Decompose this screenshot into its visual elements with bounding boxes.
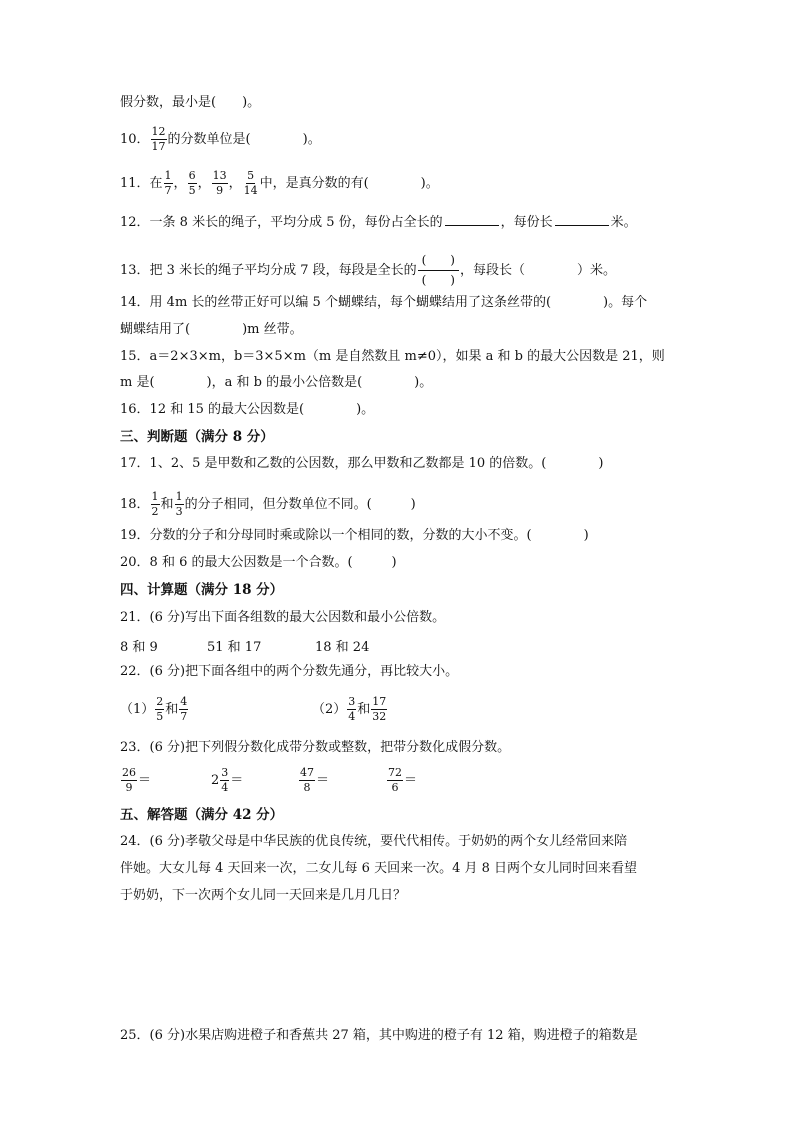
question-19: 19．分数的分子和分母同时乘或除以一个相同的数，分数的大小不变。( ) <box>120 528 589 543</box>
question-15-line-1: 15．a＝2×3×m，b＝3×5×m（m 是自然数且 m≠0），如果 a 和 b 的最大公因数是 21，则 <box>120 349 665 364</box>
question-14-line-1: 14．用 4m 长的丝带正好可以编 5 个蝴蝶结，每个蝴蝶结用了这条丝带的( )。每个 <box>120 295 648 310</box>
q22-part-2: （2） $\frac{3}{4}$ 和 $\frac{17}{32}$ <box>312 695 387 723</box>
fraction-2-5: $\frac{2}{5}$ <box>156 695 164 723</box>
fraction-6-5: $\frac{6}{5}$ <box>188 169 196 197</box>
fraction-13-9: $\frac{13}{9}$ <box>212 169 227 197</box>
answer-blank-2[interactable] <box>555 213 609 226</box>
fraction-4-7: $\frac{4}{7}$ <box>180 695 188 723</box>
fraction-1-2: $\frac{1}{2}$ <box>151 490 159 518</box>
question-12: 12．一条 8 米长的绳子，平均分成 5 份，每份占全长的 ，每份长 米。 <box>120 215 637 230</box>
fraction-17-32: $\frac{17}{32}$ <box>372 695 387 723</box>
section-3-heading: 三、判断题（满分 8 分） <box>120 429 274 445</box>
q22-part-1: （1） $\frac{2}{5}$ 和 $\frac{4}{7}$ <box>120 695 188 723</box>
q23-item-4: $\frac{72}{6}$ ＝ <box>388 766 418 794</box>
fraction-3-4: $\frac{3}{4}$ <box>348 695 356 723</box>
question-18: 18． $\frac{1}{2}$ 和 $\frac{1}{3}$ 的分子相同，但分数单位不同。( ) <box>120 490 416 518</box>
fraction-47-8: $\frac{47}{8}$ <box>300 766 314 794</box>
question-22: 22．(6 分)把下面各组中的两个分数先通分，再比较大小。 <box>120 664 459 679</box>
question-23: 23．(6 分)把下列假分数化成带分数或整数，把带分数化成假分数。 <box>120 740 511 755</box>
answer-blank-1[interactable] <box>445 213 499 226</box>
question-16: 16．12 和 15 的最大公因数是( )。 <box>120 402 375 417</box>
fraction-26-9: $\frac{26}{9}$ <box>122 766 136 794</box>
fraction-3-4-mixed: $\frac{3}{4}$ <box>221 766 229 794</box>
q21-item-3: 18 和 24 <box>315 640 370 655</box>
section-4-heading: 四、计算题（满分 18 分） <box>120 582 284 598</box>
question-17: 17．1、2、5 是甲数和乙数的公因数，那么甲数和乙数都是 10 的倍数。( ) <box>120 456 604 471</box>
question-13: 13．把 3 米长的绳子平均分成 7 段，每段是全长的 ( ) ( ) ，每段长（ ）米。 <box>120 253 617 287</box>
question-10: 10． $\frac{12}{17}$ 的分数单位是( )。 <box>120 125 321 153</box>
fraction-1-3: $\frac{1}{3}$ <box>175 490 183 518</box>
section-5-heading: 五、解答题（满分 42 分） <box>120 807 284 823</box>
question-24-line-3: 于奶奶，下一次两个女儿同一天回来是几月几日？ <box>120 888 407 903</box>
fraction-5-14: $\frac{5}{14}$ <box>243 169 258 197</box>
answer-fraction-blank[interactable]: ( ) ( ) <box>418 252 459 289</box>
question-15-line-2: m 是( )，a 和 b 的最小公倍数是( )。 <box>120 375 433 390</box>
question-24-line-2: 伴她。大女儿每 4 天回来一次，二女儿每 6 天回来一次。4 月 8 日两个女儿同时回来看望 <box>120 861 638 876</box>
question-9-continued: 假分数，最小是( )。 <box>120 95 261 110</box>
fraction-72-6: $\frac{72}{6}$ <box>388 766 402 794</box>
q23-item-2: 2 $\frac{3}{4}$ ＝ <box>211 766 244 794</box>
question-14-line-2: 蝴蝶结用了( )m 丝带。 <box>120 322 303 337</box>
q23-item-3: $\frac{47}{8}$ ＝ <box>300 766 330 794</box>
q21-item-2: 51 和 17 <box>207 640 262 655</box>
question-24-line-1: 24．(6 分)孝敬父母是中华民族的优良传统，要代代相传。于奶奶的两个女儿经常回来陪 <box>120 834 628 849</box>
q21-item-1: 8 和 9 <box>120 640 158 655</box>
question-11: 11．在 $\frac{1}{7}$ ， $\frac{6}{5}$ ， $\frac{13}{9}$ ， $\frac{5}{14}$ 中，是真分数的有( )。 <box>120 169 439 197</box>
fraction-1-7: $\frac{1}{7}$ <box>164 169 172 197</box>
question-25: 25．(6 分)水果店购进橙子和香蕉共 27 箱，其中购进的橙子有 12 箱，购进橙子的箱数是 <box>120 1028 638 1043</box>
question-20: 20．8 和 6 的最大公因数是一个合数。( ) <box>120 555 397 570</box>
q23-item-1: $\frac{26}{9}$ ＝ <box>122 766 152 794</box>
fraction-12-17: $\frac{12}{17}$ <box>151 125 166 153</box>
question-21: 21．(6 分)写出下面各组数的最大公因数和最小公倍数。 <box>120 610 446 625</box>
